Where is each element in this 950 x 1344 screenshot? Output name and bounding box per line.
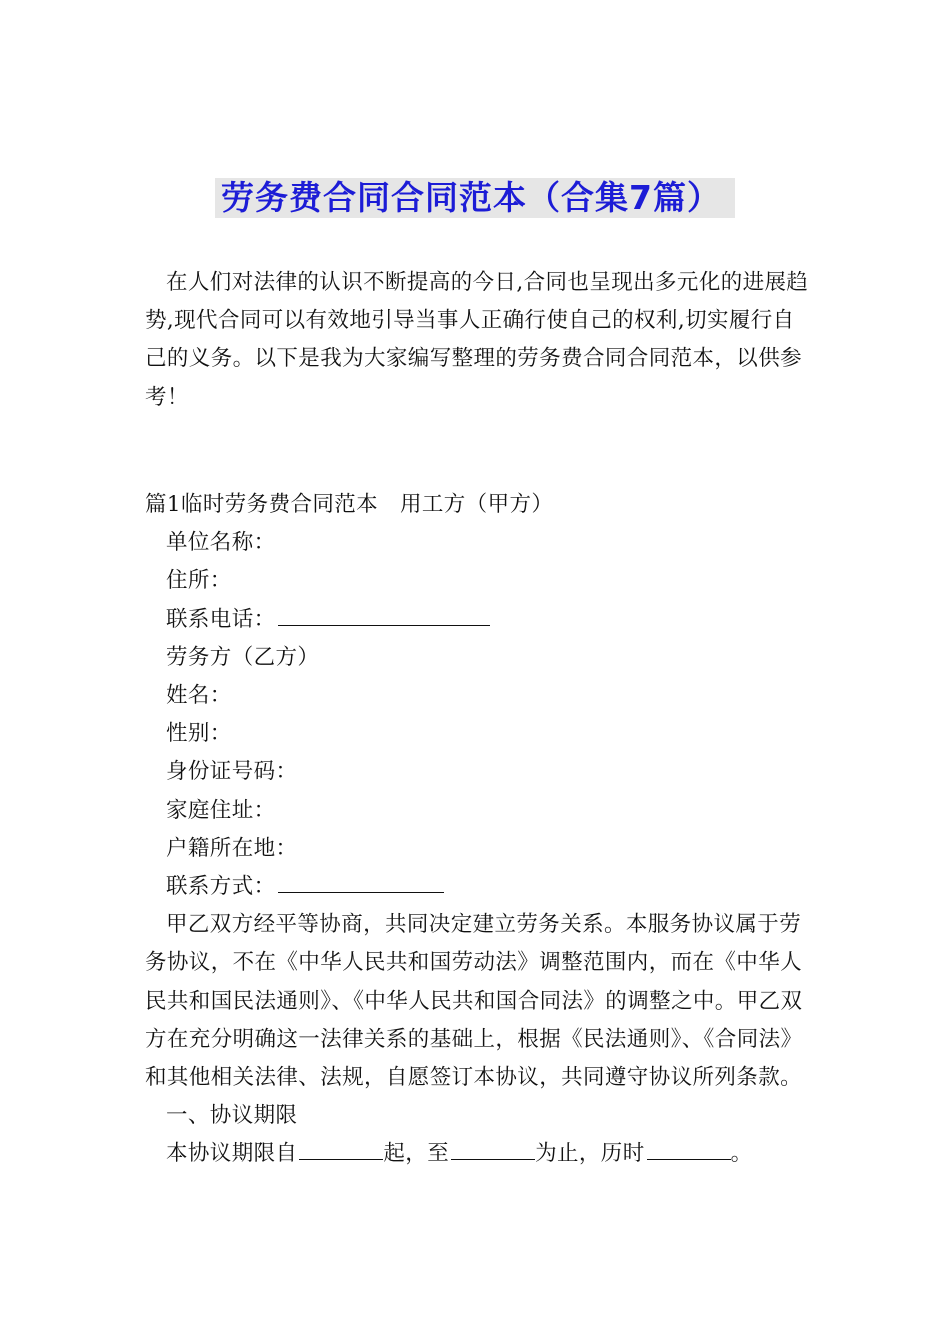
contact-label: 联系方式： xyxy=(166,874,276,900)
contact-line xyxy=(145,868,815,906)
agreement-paragraph: 甲乙双方经平等协商，共同决定建立劳务关系。本服务协议属于劳务协议，不在《中华人民共和国劳动法》调整范围内，而在《中华人民共和国民法通则》、《中华人民共和国合同法》的调整之中。甲乙双方在充分明确这一法律关系的基础上，根据《民法通则》、《合同法》和其他相关法律、法规，自愿签订本协议，共同遵守协议所列条款。 xyxy=(145,912,803,1091)
id-number-label: 身份证号码： xyxy=(166,759,298,785)
contact-blank xyxy=(278,868,444,893)
phone-blank xyxy=(278,601,490,626)
clause-1-heading: 一、协议期限 xyxy=(166,1103,298,1129)
intro-paragraph: 在人们对法律的认识不断提高的今日,合同也呈现出多元化的进展趋势,现代合同可以有效地引导当事人正确行使自己的权利,切实履行自己的义务。以下是我为大家编写整理的劳务费合同合同范本，以供参考！ xyxy=(145,270,809,410)
home-address-label: 家庭住址： xyxy=(166,797,276,823)
clause-1-start: 本协议期限自 xyxy=(166,1141,298,1167)
clause-1-end: 。 xyxy=(730,1141,753,1167)
name-label: 姓名： xyxy=(166,683,232,709)
contract-section xyxy=(145,486,815,1174)
document-title: 劳务费合同合同范本（合集7篇） xyxy=(215,178,735,218)
section-heading: 篇1临时劳务费合同范本 用工方（甲方） xyxy=(145,492,554,517)
clause-1-from: 起，至 xyxy=(383,1141,450,1167)
end-date-blank xyxy=(451,1135,535,1160)
intro-section xyxy=(145,264,815,417)
gender-label: 性别： xyxy=(166,721,232,747)
title-container xyxy=(0,178,950,218)
phone-line xyxy=(145,601,815,639)
start-date-blank xyxy=(299,1135,383,1160)
duration-blank xyxy=(647,1135,731,1160)
clause-1-text xyxy=(145,1135,815,1173)
household-registration-label: 户籍所在地： xyxy=(166,835,298,861)
unit-name-label: 单位名称： xyxy=(166,530,276,556)
party-b-heading: 劳务方（乙方） xyxy=(166,644,320,670)
address-label: 住所： xyxy=(166,568,232,594)
phone-label: 联系电话： xyxy=(166,606,276,632)
clause-1-until: 为止，历时 xyxy=(535,1141,645,1167)
